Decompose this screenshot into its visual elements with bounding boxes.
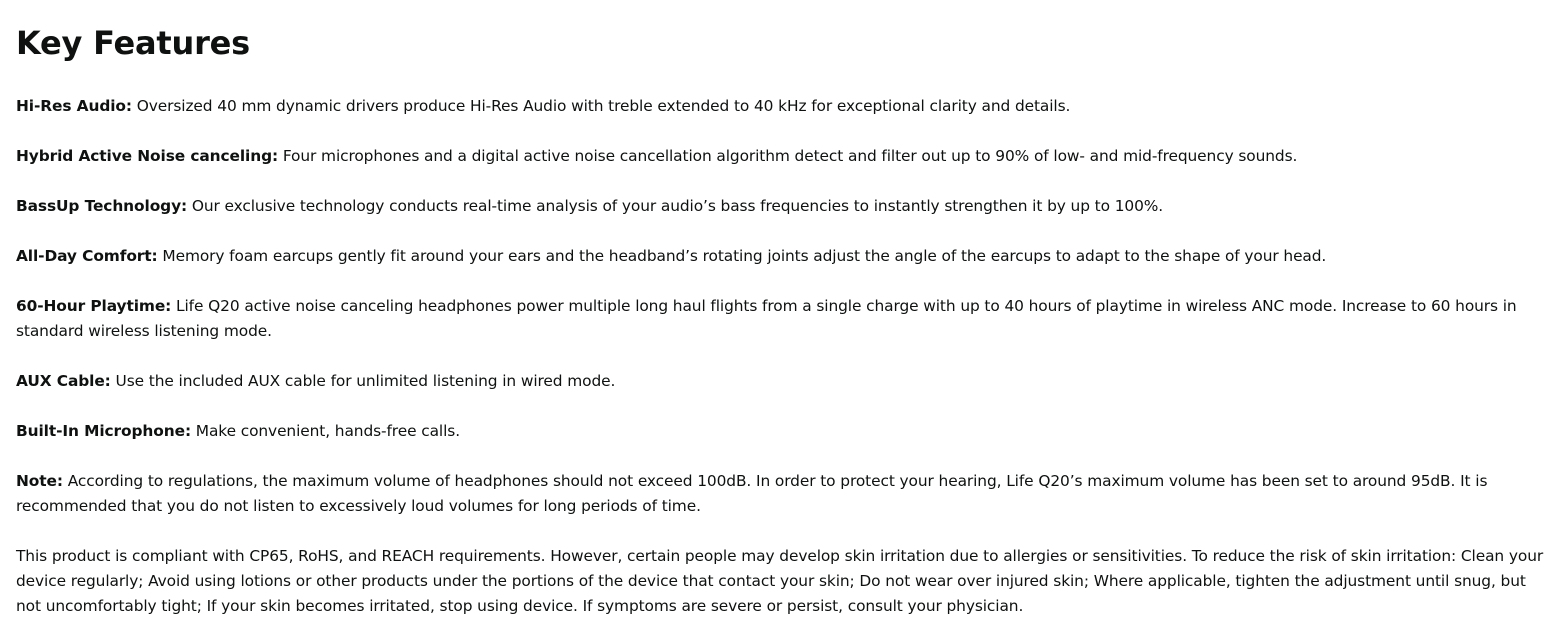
feature-text: Our exclusive technology conducts real-time analysis of your audio’s bass frequencies to instantly strengthen it by up to 100%. xyxy=(187,197,1164,215)
feature-all-day-comfort xyxy=(16,244,1547,269)
feature-label: All-Day Comfort: xyxy=(16,247,158,265)
feature-text: Memory foam earcups gently fit around your ears and the headband’s rotating joints adjust the angle of the earcups to adapt to the shape of your head. xyxy=(157,247,1327,265)
feature-hi-res-audio xyxy=(16,94,1547,119)
feature-bassup xyxy=(16,194,1547,219)
feature-built-in-microphone xyxy=(16,419,1547,444)
feature-text: Make convenient, hands-free calls. xyxy=(191,422,460,440)
feature-hybrid-anc xyxy=(16,144,1547,169)
feature-label: 60-Hour Playtime: xyxy=(16,297,172,315)
feature-label: Built-In Microphone: xyxy=(16,422,191,440)
feature-text: Four microphones and a digital active noise cancellation algorithm detect and filter out up to 90% of low- and mid-frequency sounds. xyxy=(278,147,1298,165)
feature-label: BassUp Technology: xyxy=(16,197,188,215)
feature-aux-cable xyxy=(16,369,1547,394)
feature-label: AUX Cable: xyxy=(16,372,111,390)
feature-text: Oversized 40 mm dynamic drivers produce Hi-Res Audio with treble extended to 40 kHz for exceptional clarity and details. xyxy=(131,97,1071,115)
section-title: Key Features xyxy=(16,24,251,62)
feature-text: Life Q20 active noise canceling headphones power multiple long haul flights from a single charge with up to 40 hours of playtime in wireless ANC mode. Increase to 60 hours in standard wireless listening mode. xyxy=(16,297,1517,340)
feature-60-hour-playtime xyxy=(16,294,1547,344)
feature-text: Use the included AUX cable for unlimited listening in wired mode. xyxy=(110,372,616,390)
feature-label: Note: xyxy=(16,472,63,490)
feature-text: According to regulations, the maximum volume of headphones should not exceed 100dB. In order to protect your hearing, Life Q20’s maximum volume has been set to around 95dB. It is recommended that you do not listen to excessively loud volumes for long periods of time. xyxy=(16,472,1488,515)
feature-note xyxy=(16,469,1547,519)
feature-label: Hybrid Active Noise canceling: xyxy=(16,147,279,165)
compliance-notice: This product is compliant with CP65, RoHS, and REACH requirements. However, certain people may develop skin irritation due to allergies or sensitivities. To reduce the risk of skin irritation: Clean your device regularly; Avoid using lotions or other products under the portions of the device that contact your skin; Do not wear over injured skin; Where applicable, tighten the adjustment until snug, but not uncomfortably tight; If your skin becomes irritated, stop using device. If symptoms are severe or persist, consult your physician. xyxy=(16,547,1544,615)
feature-label: Hi-Res Audio: xyxy=(16,97,132,115)
